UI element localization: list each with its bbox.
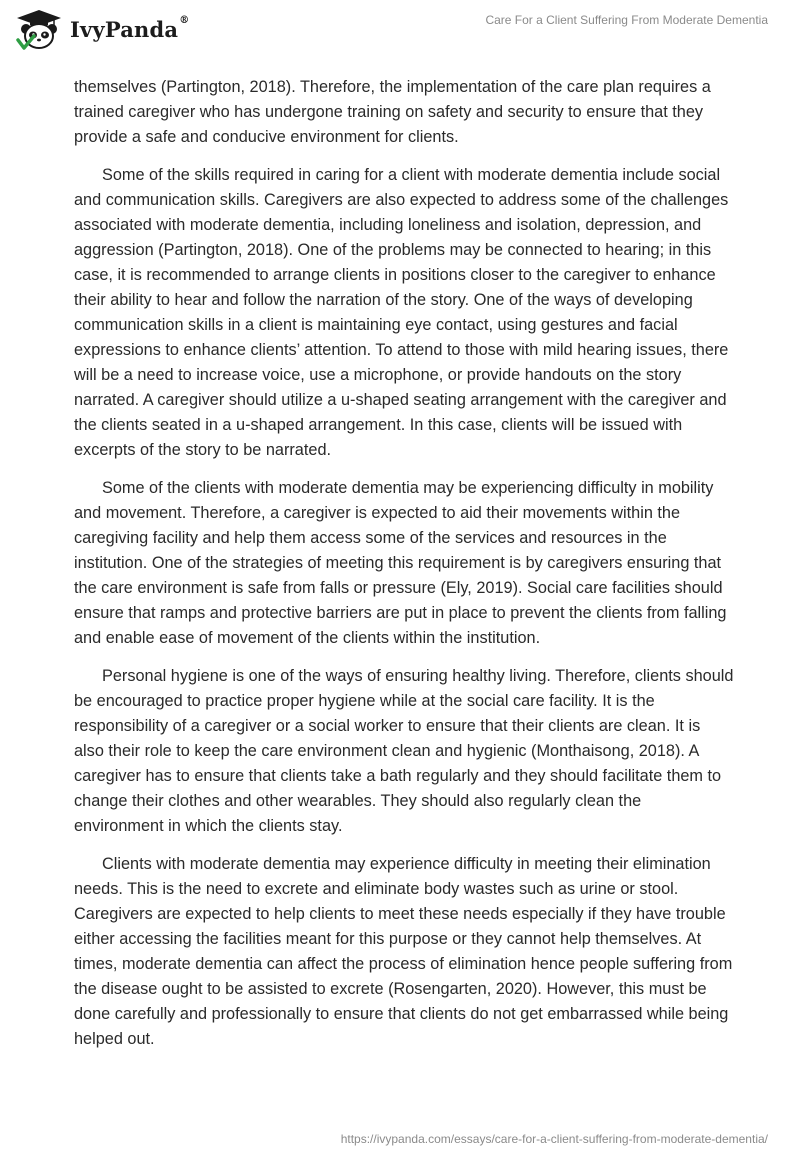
paragraph-continuation: themselves (Partington, 2018). Therefore, the implementation of the care plan requires a trained caregiver who has undergone training on safety and security to ensure that they provide a safe and conducive environment for clients. (74, 78, 711, 146)
brand-name-text: IvyPanda (70, 16, 179, 42)
registered-mark: ® (179, 14, 190, 26)
paragraph-elimination-needs: Clients with moderate dementia may experience difficulty in meeting their elimination needs. This is the need to excrete and eliminate body wastes such as urine or stool. Caregivers are expected to help clients to meet these needs especially if they have trouble either accessing the facilities meant for this purpose or they cannot help themselves. At times, moderate dementia can affect the process of elimination hence people suffering from the disease ought to be assisted to excrete (Rosengarten, 2020). However, this must be done carefully and professionally to ensure that clients do not get embarrassed while being helped out. (74, 855, 733, 1048)
document-title: Care For a Client Suffering From Moderate Dementia (485, 13, 768, 27)
brand-logo[interactable] (14, 8, 189, 50)
brand-name (70, 14, 190, 42)
footer-url-link[interactable]: https://ivypanda.com/essays/care-for-a-client-suffering-from-moderate-dementia/ (340, 1132, 768, 1146)
page-header (0, 0, 800, 72)
paragraph-mobility: Some of the clients with moderate dementia may be experiencing difficulty in mobility and movement. Therefore, a caregiver is expected to aid their movements within the caregiving facility and help them access some of the services and resources in the institution. One of the strategies of meeting this requirement is by caregivers ensuring that the care environment is safe from falls or pressure (Ely, 2019). Social care facilities should ensure that ramps and protective barriers are put in place to prevent the clients from falling and enable ease of movement of the clients within the institution. (74, 479, 727, 647)
paragraph-personal-hygiene: Personal hygiene is one of the ways of ensuring healthy living. Therefore, clients should be encouraged to practice proper hygiene while at the social care facility. It is the responsibility of a caregiver or a social worker to ensure that their clients are clean. It is also their role to keep the care environment clean and hygienic (Monthaisong, 2018). A caregiver has to ensure that clients take a bath regularly and they should facilitate them to change their clothes and other wearables. They should also regularly clean the environment in which the clients stay. (74, 667, 734, 835)
essay-body (74, 75, 734, 1065)
paragraph-communication-skills: Some of the skills required in caring for a client with moderate dementia include social and communication skills. Caregivers are also expected to address some of the challenges associated with moderate dementia, including loneliness and isolation, depression, and aggression (Partington, 2018). One of the problems may be connected to hearing; in this case, it is recommended to arrange clients in positions closer to the caregiver to enhance their ability to hear and follow the narration of the story. One of the ways of developing communication skills in a client is maintaining eye contact, using gestures and facial expressions to enhance clients’ attention. To attend to those with mild hearing issues, there will be a need to increase voice, use a microphone, or provide handouts on the story narrated. A caregiver should utilize a u-shaped seating arrangement with the caregiver and the clients seated in a u-shaped arrangement. In this case, clients will be issued with excerpts of the story to be narrated. (74, 166, 729, 459)
panda-graduate-logo-icon (14, 8, 64, 50)
